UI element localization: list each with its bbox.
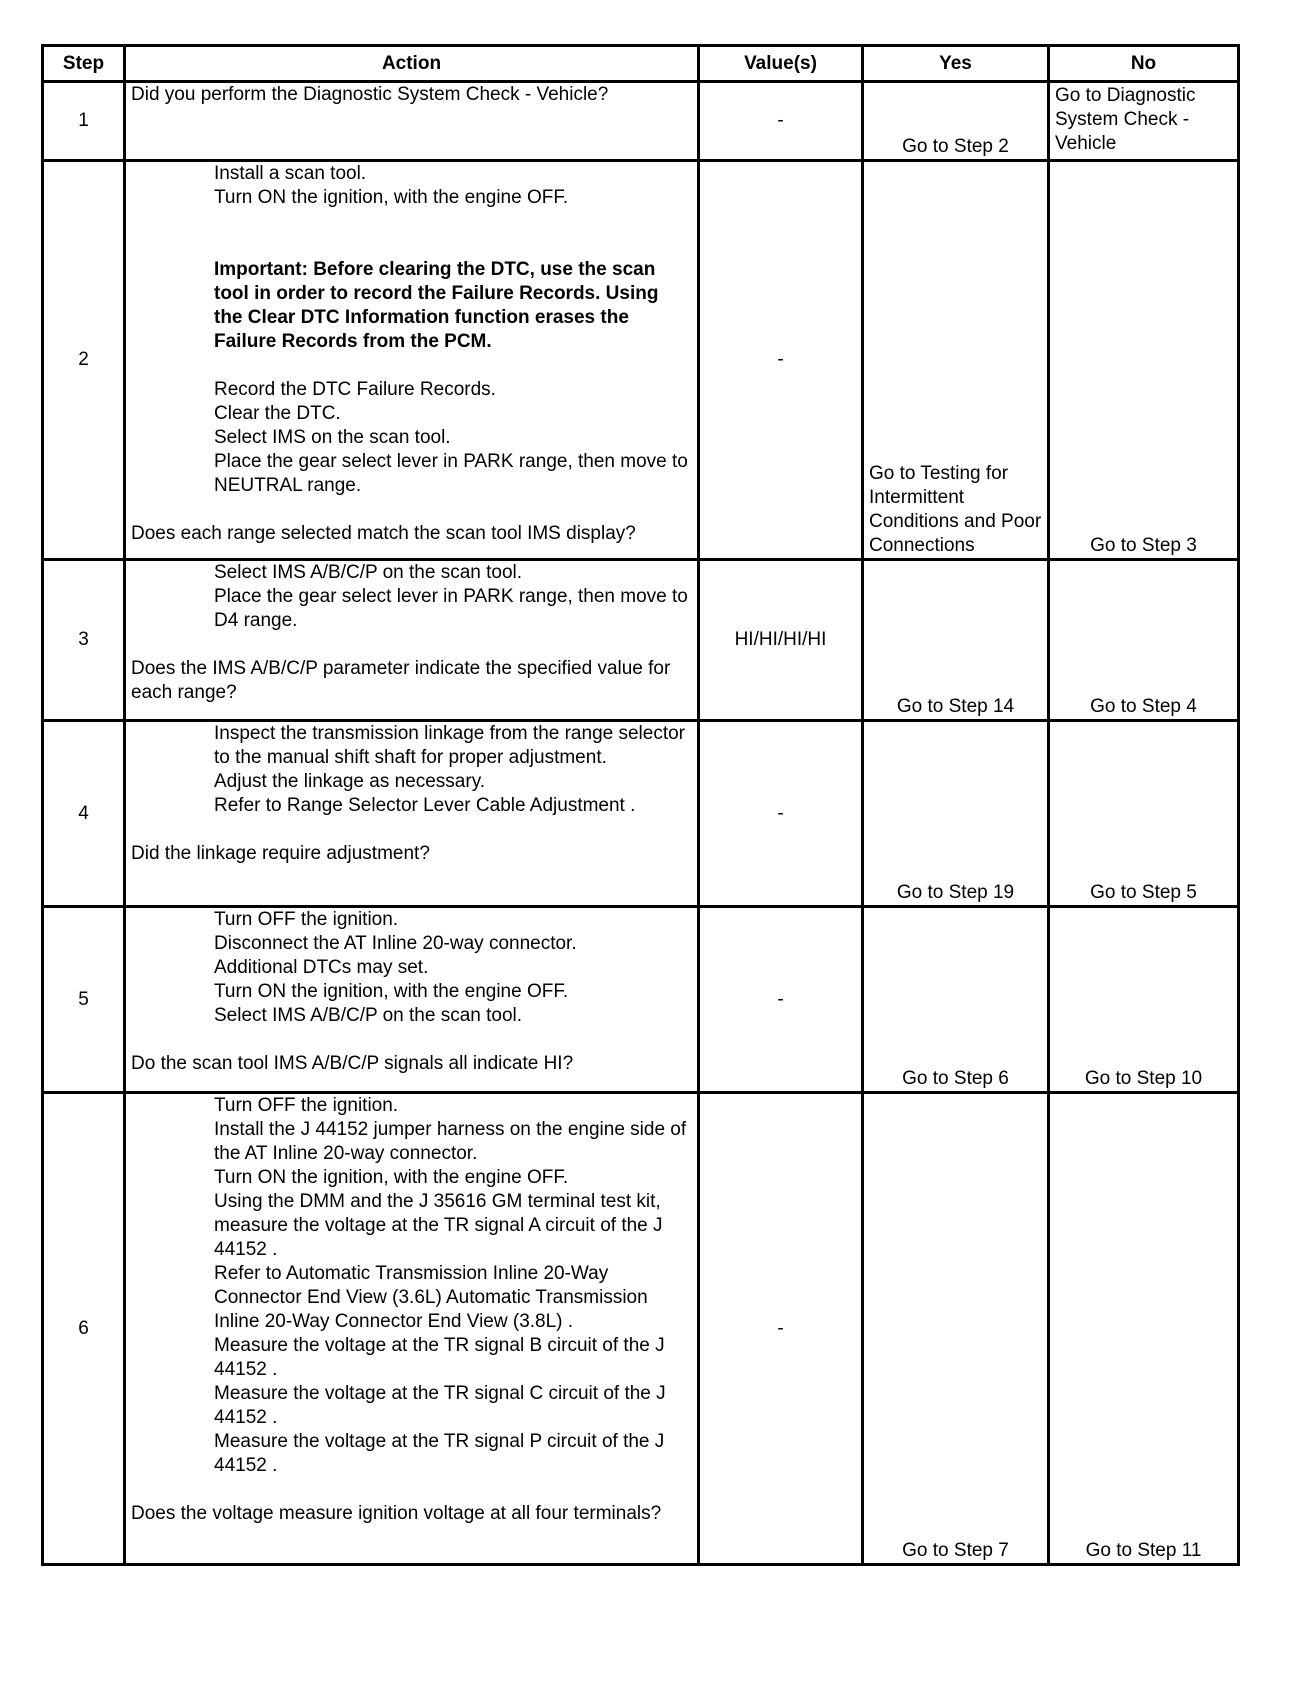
instruction: Turn ON the ignition, with the engine OFF. [214, 187, 569, 208]
table-row [43, 907, 1239, 1093]
action-cell [125, 1093, 699, 1565]
instruction: Measure the voltage at the TR signal C circuit of the J 44152 . [214, 1383, 666, 1428]
table-row [43, 82, 1239, 161]
table-row [43, 560, 1239, 721]
header-row [43, 46, 1239, 82]
no-cell: Go to Step 5 [1049, 721, 1239, 907]
header-values: Value(s) [699, 46, 863, 82]
value-cell: - [699, 82, 863, 161]
header-no: No [1049, 46, 1239, 82]
instruction: Measure the voltage at the TR signal B circuit of the J 44152 . [214, 1335, 665, 1380]
step-number: 1 [43, 82, 125, 161]
question: Did the linkage require adjustment? [131, 843, 430, 864]
value-cell: HI/HI/HI/HI [699, 560, 863, 721]
yes-cell: Go to Step 2 [863, 82, 1049, 161]
instruction-list [131, 722, 692, 818]
yes-cell: Go to Testing for Intermittent Conditions and Poor Connections [863, 161, 1049, 560]
value-cell: - [699, 907, 863, 1093]
question: Does each range selected match the scan tool IMS display? [131, 523, 636, 544]
yes-cell: Go to Step 19 [863, 721, 1049, 907]
instruction-list [131, 561, 692, 633]
yes-cell: Go to Step 7 [863, 1093, 1049, 1565]
instruction: Turn OFF the ignition. [214, 909, 399, 930]
value-cell: - [699, 1093, 863, 1565]
instruction-list [131, 1094, 692, 1478]
instruction: Turn OFF the ignition. [214, 1095, 399, 1116]
instruction-list [131, 908, 692, 1028]
instruction: Refer to Range Selector Lever Cable Adjustment . [214, 795, 636, 816]
action-cell [125, 721, 699, 907]
instruction: Measure the voltage at the TR signal P circuit of the J 44152 . [214, 1431, 665, 1476]
action-cell [125, 161, 699, 560]
action-cell [125, 907, 699, 1093]
instruction: Adjust the linkage as necessary. [214, 771, 486, 792]
step-number: 2 [43, 161, 125, 560]
action-cell [125, 82, 699, 161]
question: Did you perform the Diagnostic System Check - Vehicle? [131, 84, 609, 105]
no-cell: Go to Step 11 [1049, 1093, 1239, 1565]
step-number: 6 [43, 1093, 125, 1565]
yes-cell: Go to Step 14 [863, 560, 1049, 721]
instruction: Inspect the transmission linkage from the range selector to the manual shift shaft for proper adjustment. [214, 723, 686, 768]
instruction: Select IMS A/B/C/P on the scan tool. [214, 1005, 523, 1026]
instruction: Select IMS A/B/C/P on the scan tool. [214, 562, 523, 583]
diagnostic-table [41, 44, 1240, 1566]
instruction-list [131, 162, 692, 498]
no-cell: Go to Step 4 [1049, 560, 1239, 721]
question: Does the voltage measure ignition voltage at all four terminals? [131, 1503, 662, 1524]
step-number: 5 [43, 907, 125, 1093]
value-cell: - [699, 721, 863, 907]
instruction: Install a scan tool. [214, 163, 367, 184]
instruction: Refer to Automatic Transmission Inline 20-Way Connector End View (3.6L) Automatic Transmission Inline 20-Way Connector End View (3.8L) . [214, 1263, 648, 1332]
action-cell [125, 560, 699, 721]
value-cell: - [699, 161, 863, 560]
instruction: Place the gear select lever in PARK range, then move to D4 range. [214, 586, 688, 631]
instruction: Disconnect the AT Inline 20-way connector. [214, 933, 577, 954]
instruction: Select IMS on the scan tool. [214, 427, 451, 448]
important-note: Important: Before clearing the DTC, use the scan tool in order to record the Failure Records. Using the Clear DTC Information function erases the Failure Records from the PCM. [214, 259, 659, 352]
table-row [43, 721, 1239, 907]
no-cell: Go to Step 10 [1049, 907, 1239, 1093]
header-yes: Yes [863, 46, 1049, 82]
step-number: 4 [43, 721, 125, 907]
header-action: Action [125, 46, 699, 82]
instruction: Turn ON the ignition, with the engine OFF. [214, 1167, 569, 1188]
no-cell: Go to Diagnostic System Check - Vehicle [1049, 82, 1239, 161]
question: Does the IMS A/B/C/P parameter indicate the specified value for each range? [131, 658, 671, 703]
instruction: Clear the DTC. [214, 403, 341, 424]
question: Do the scan tool IMS A/B/C/P signals all indicate HI? [131, 1053, 574, 1074]
step-number: 3 [43, 560, 125, 721]
instruction: Additional DTCs may set. [214, 957, 429, 978]
instruction: Record the DTC Failure Records. [214, 379, 496, 400]
instruction: Install the J 44152 jumper harness on the engine side of the AT Inline 20-way connector. [214, 1119, 687, 1164]
no-cell: Go to Step 3 [1049, 161, 1239, 560]
instruction: Using the DMM and the J 35616 GM terminal test kit, measure the voltage at the TR signal A circuit of the J 44152 . [214, 1191, 663, 1260]
instruction: Turn ON the ignition, with the engine OFF. [214, 981, 569, 1002]
instruction: Place the gear select lever in PARK range, then move to NEUTRAL range. [214, 451, 688, 496]
table-row [43, 161, 1239, 560]
table-row [43, 1093, 1239, 1565]
yes-cell: Go to Step 6 [863, 907, 1049, 1093]
header-step: Step [43, 46, 125, 82]
